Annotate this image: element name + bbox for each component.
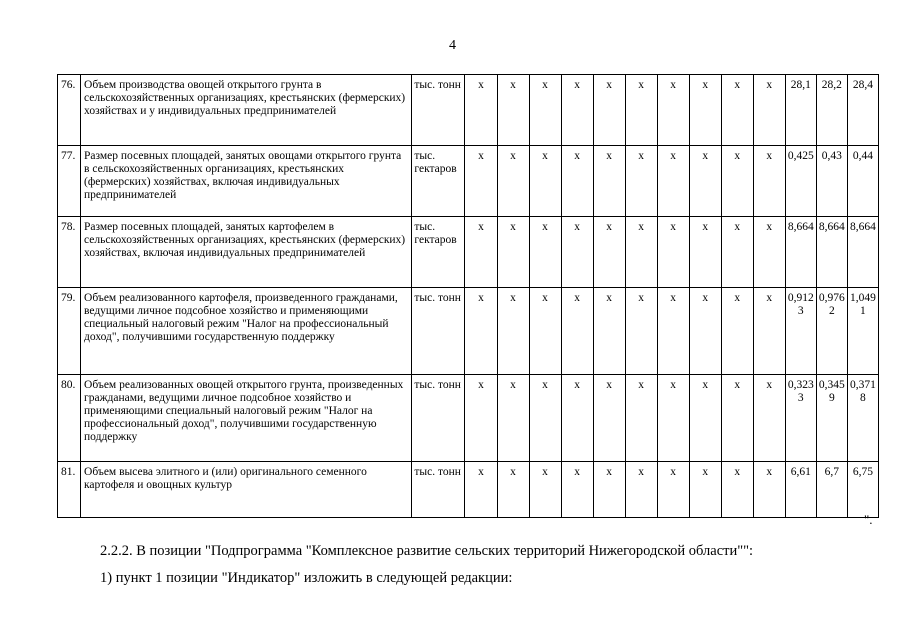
empty-mark-cell: x [753,146,785,217]
closing-quote: ". [864,512,873,527]
table-row [58,288,879,375]
unit-of-measure: тыс. тонн [412,462,465,518]
value-cell: 28,4 [847,75,878,146]
unit-of-measure: тыс. тонн [412,375,465,462]
value-cell: 0,3459 [816,375,847,462]
empty-mark-cell: x [753,462,785,518]
indicator-description: Размер посевных площадей, занятых картофелем в сельскохозяйственных организациях, крестьянских (фермерских) хозяйствах, включая индивидуальных предпринимателей [81,217,412,288]
empty-mark-cell: x [593,217,625,288]
table-body [58,75,879,518]
empty-mark-cell: x [657,462,689,518]
value-cell: 0,9762 [816,288,847,375]
empty-mark-cell: x [625,375,657,462]
value-cell: 0,3233 [785,375,816,462]
table-row [58,217,879,288]
indicator-description: Размер посевных площадей, занятых овощами открытого грунта в сельскохозяйственных организациях, крестьянских (фермерских) хозяйствах, включая индивидуальных предпринимателей [81,146,412,217]
indicator-description: Объем производства овощей открытого грунта в сельскохозяйственных организациях, крестьянских (фермерских) хозяйствах и у индивидуальных предпринимателей [81,75,412,146]
empty-mark-cell: x [721,375,753,462]
empty-mark-cell: x [529,217,561,288]
empty-mark-cell: x [497,217,529,288]
empty-mark-cell: x [465,217,497,288]
row-number: 80. [58,375,81,462]
empty-mark-cell: x [625,146,657,217]
table-row [58,75,879,146]
empty-mark-cell: x [529,462,561,518]
indicators-table [57,74,879,518]
empty-mark-cell: x [561,217,593,288]
empty-mark-cell: x [689,288,721,375]
value-cell: 0,425 [785,146,816,217]
empty-mark-cell: x [689,146,721,217]
empty-mark-cell: x [497,146,529,217]
empty-mark-cell: x [465,75,497,146]
empty-mark-cell: x [561,462,593,518]
value-cell: 1,0491 [847,288,878,375]
value-cell: 0,9123 [785,288,816,375]
empty-mark-cell: x [529,288,561,375]
indicator-description: Объем высева элитного и (или) оригинального семенного картофеля и овощных культур [81,462,412,518]
unit-of-measure: тыс. тонн [412,75,465,146]
unit-of-measure: тыс. гектаров [412,217,465,288]
unit-of-measure: тыс. тонн [412,288,465,375]
empty-mark-cell: x [497,288,529,375]
unit-of-measure: тыс. гектаров [412,146,465,217]
value-cell: 6,7 [816,462,847,518]
empty-mark-cell: x [465,375,497,462]
empty-mark-cell: x [657,217,689,288]
empty-mark-cell: x [721,217,753,288]
table-row [58,462,879,518]
empty-mark-cell: x [561,375,593,462]
empty-mark-cell: x [497,462,529,518]
empty-mark-cell: x [657,146,689,217]
empty-mark-cell: x [497,375,529,462]
row-number: 78. [58,217,81,288]
table-row [58,146,879,217]
value-cell: 28,2 [816,75,847,146]
empty-mark-cell: x [753,75,785,146]
empty-mark-cell: x [625,288,657,375]
page-number: 4 [449,38,456,53]
value-cell: 8,664 [816,217,847,288]
row-number: 77. [58,146,81,217]
empty-mark-cell: x [721,462,753,518]
empty-mark-cell: x [721,75,753,146]
empty-mark-cell: x [721,146,753,217]
empty-mark-cell: x [465,462,497,518]
empty-mark-cell: x [625,462,657,518]
empty-mark-cell: x [465,146,497,217]
empty-mark-cell: x [753,217,785,288]
empty-mark-cell: x [497,75,529,146]
empty-mark-cell: x [721,288,753,375]
empty-mark-cell: x [689,217,721,288]
paragraph-indicator: 1) пункт 1 позиции "Индикатор" изложить в следующей редакции: [100,570,513,586]
value-cell: 0,3718 [847,375,878,462]
value-cell: 0,44 [847,146,878,217]
empty-mark-cell: x [657,75,689,146]
empty-mark-cell: x [625,217,657,288]
empty-mark-cell: x [593,75,625,146]
value-cell: 6,75 [847,462,878,518]
empty-mark-cell: x [593,462,625,518]
empty-mark-cell: x [593,375,625,462]
empty-mark-cell: x [529,375,561,462]
empty-mark-cell: x [529,75,561,146]
table-row [58,375,879,462]
value-cell: 6,61 [785,462,816,518]
empty-mark-cell: x [561,146,593,217]
indicator-description: Объем реализованного картофеля, произведенного гражданами, ведущими личное подсобное хозяйство и применяющими специальный налоговый режим "Налог на профессиональный доход", получившими государственную поддержку [81,288,412,375]
indicator-description: Объем реализованных овощей открытого грунта, произведенных гражданами, ведущими личное подсобное хозяйство и применяющими специальный налоговый режим "Налог на профессиональный доход", получившими государственную поддержку [81,375,412,462]
row-number: 81. [58,462,81,518]
empty-mark-cell: x [753,288,785,375]
empty-mark-cell: x [753,375,785,462]
empty-mark-cell: x [561,75,593,146]
empty-mark-cell: x [689,375,721,462]
empty-mark-cell: x [625,75,657,146]
value-cell: 28,1 [785,75,816,146]
paragraph-subprogram: 2.2.2. В позиции "Подпрограмма "Комплексное развитие сельских территорий Нижегородской области"": [100,543,754,559]
value-cell: 0,43 [816,146,847,217]
value-cell: 8,664 [847,217,878,288]
empty-mark-cell: x [529,146,561,217]
row-number: 76. [58,75,81,146]
empty-mark-cell: x [657,375,689,462]
empty-mark-cell: x [561,288,593,375]
empty-mark-cell: x [465,288,497,375]
empty-mark-cell: x [657,288,689,375]
row-number: 79. [58,288,81,375]
empty-mark-cell: x [689,462,721,518]
value-cell: 8,664 [785,217,816,288]
empty-mark-cell: x [593,146,625,217]
empty-mark-cell: x [689,75,721,146]
empty-mark-cell: x [593,288,625,375]
